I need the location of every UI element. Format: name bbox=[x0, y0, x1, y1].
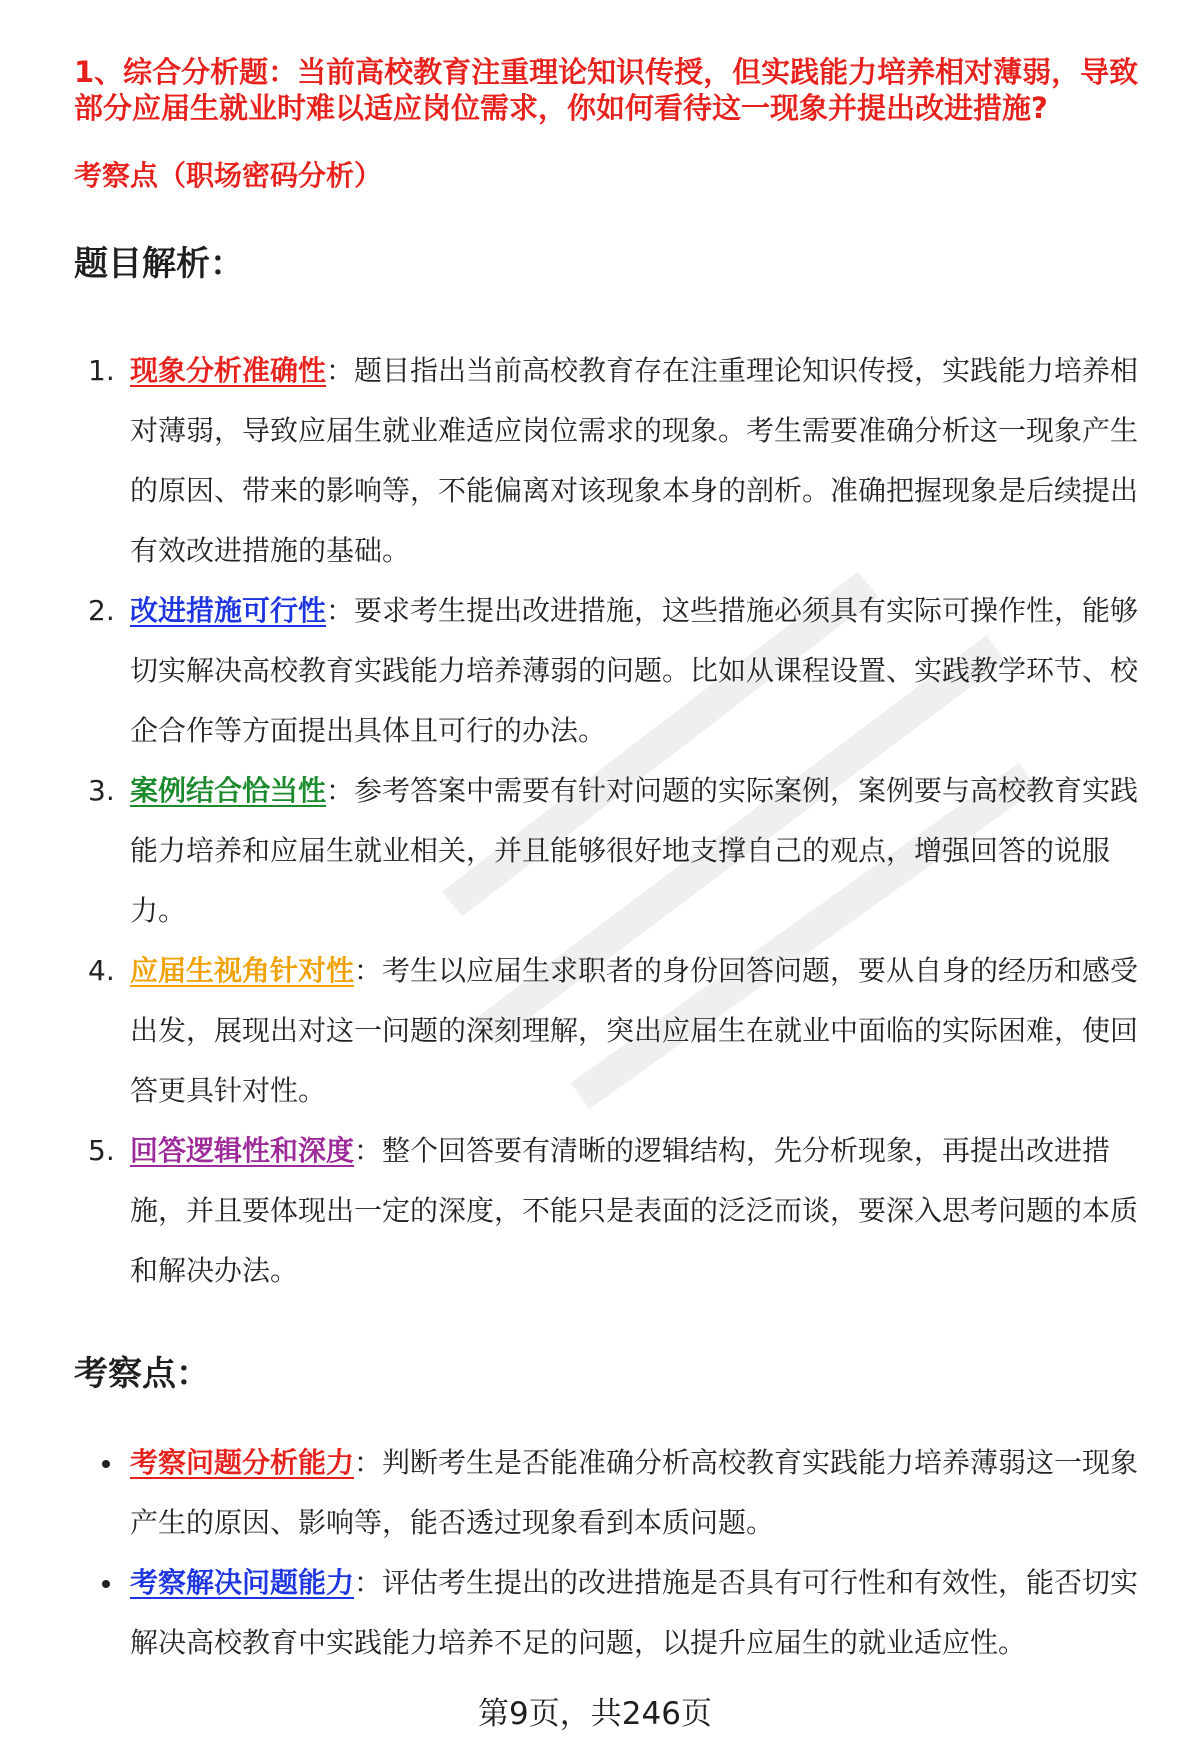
point-keyword-link[interactable]: 考察解决问题能力 bbox=[130, 1566, 355, 1599]
item-separator: ： bbox=[354, 1134, 383, 1167]
item-separator: ： bbox=[326, 354, 355, 387]
item-separator: ： bbox=[326, 594, 355, 627]
analysis-heading: 题目解析： bbox=[74, 244, 244, 284]
analysis-list bbox=[74, 341, 1152, 1301]
analysis-item bbox=[74, 581, 1152, 761]
focus-line: 考察点（职场密码分析） bbox=[74, 159, 383, 192]
point-item bbox=[74, 1433, 1152, 1553]
question-title: 1、综合分析题：当前高校教育注重理论知识传授，但实践能力培养相对薄弱，导致部分应届生就业时难以适应岗位需求，你如何看待这一现象并提出改进措施? bbox=[74, 55, 1139, 125]
analysis-keyword-link[interactable]: 改进措施可行性 bbox=[130, 594, 327, 627]
item-text: 题目指出当前高校教育存在注重理论知识传授，实践能力培养相对薄弱，导致应届生就业难适应岗位需求的现象。考生需要准确分析这一现象产生的原因、带来的影响等，不能偏离对该现象本身的剖析。准确把握现象是后续提出有效改进措施的基础。 bbox=[130, 354, 1139, 567]
item-separator: ： bbox=[354, 1446, 383, 1479]
analysis-item bbox=[74, 341, 1152, 581]
item-separator: ： bbox=[326, 774, 355, 807]
item-text: 要求考生提出改进措施，这些措施必须具有实际可操作性，能够切实解决高校教育实践能力培养薄弱的问题。比如从课程设置、实践教学环节、校企合作等方面提出具体且可行的办法。 bbox=[130, 594, 1139, 747]
bullet-icon bbox=[102, 1580, 110, 1588]
analysis-keyword-link[interactable]: 回答逻辑性和深度 bbox=[130, 1134, 355, 1167]
item-separator: ： bbox=[354, 954, 383, 987]
analysis-item bbox=[74, 1121, 1152, 1301]
analysis-item bbox=[74, 941, 1152, 1121]
item-number: 3. bbox=[88, 774, 115, 807]
item-number: 1. bbox=[88, 354, 115, 387]
analysis-keyword-link[interactable]: 案例结合恰当性 bbox=[130, 774, 327, 807]
points-list bbox=[74, 1433, 1152, 1673]
item-text: 判断考生是否能准确分析高校教育实践能力培养薄弱这一现象产生的原因、影响等，能否透过现象看到本质问题。 bbox=[130, 1446, 1139, 1539]
item-text: 参考答案中需要有针对问题的实际案例，案例要与高校教育实践能力培养和应届生就业相关，并且能够很好地支撑自己的观点，增强回答的说服力。 bbox=[130, 774, 1139, 927]
analysis-item bbox=[74, 761, 1152, 941]
item-text: 整个回答要有清晰的逻辑结构，先分析现象，再提出改进措施，并且要体现出一定的深度，不能只是表面的泛泛而谈，要深入思考问题的本质和解决办法。 bbox=[130, 1134, 1139, 1287]
points-heading: 考察点： bbox=[74, 1354, 210, 1394]
item-separator: ： bbox=[354, 1566, 383, 1599]
item-number: 2. bbox=[88, 594, 115, 627]
point-item bbox=[74, 1553, 1152, 1673]
item-number: 4. bbox=[88, 954, 115, 987]
bullet-icon bbox=[102, 1460, 110, 1468]
item-text: 考生以应届生求职者的身份回答问题，要从自身的经历和感受出发，展现出对这一问题的深刻理解，突出应届生在就业中面临的实际困难，使回答更具针对性。 bbox=[130, 954, 1139, 1107]
analysis-keyword-link[interactable]: 应届生视角针对性 bbox=[130, 954, 355, 987]
page-footer: 第9页，共246页 bbox=[478, 1696, 712, 1732]
item-number: 5. bbox=[88, 1134, 115, 1167]
analysis-keyword-link[interactable]: 现象分析准确性 bbox=[130, 354, 327, 387]
point-keyword-link[interactable]: 考察问题分析能力 bbox=[130, 1446, 355, 1479]
item-text: 评估考生提出的改进措施是否具有可行性和有效性，能否切实解决高校教育中实践能力培养不足的问题，以提升应届生的就业适应性。 bbox=[130, 1566, 1139, 1659]
